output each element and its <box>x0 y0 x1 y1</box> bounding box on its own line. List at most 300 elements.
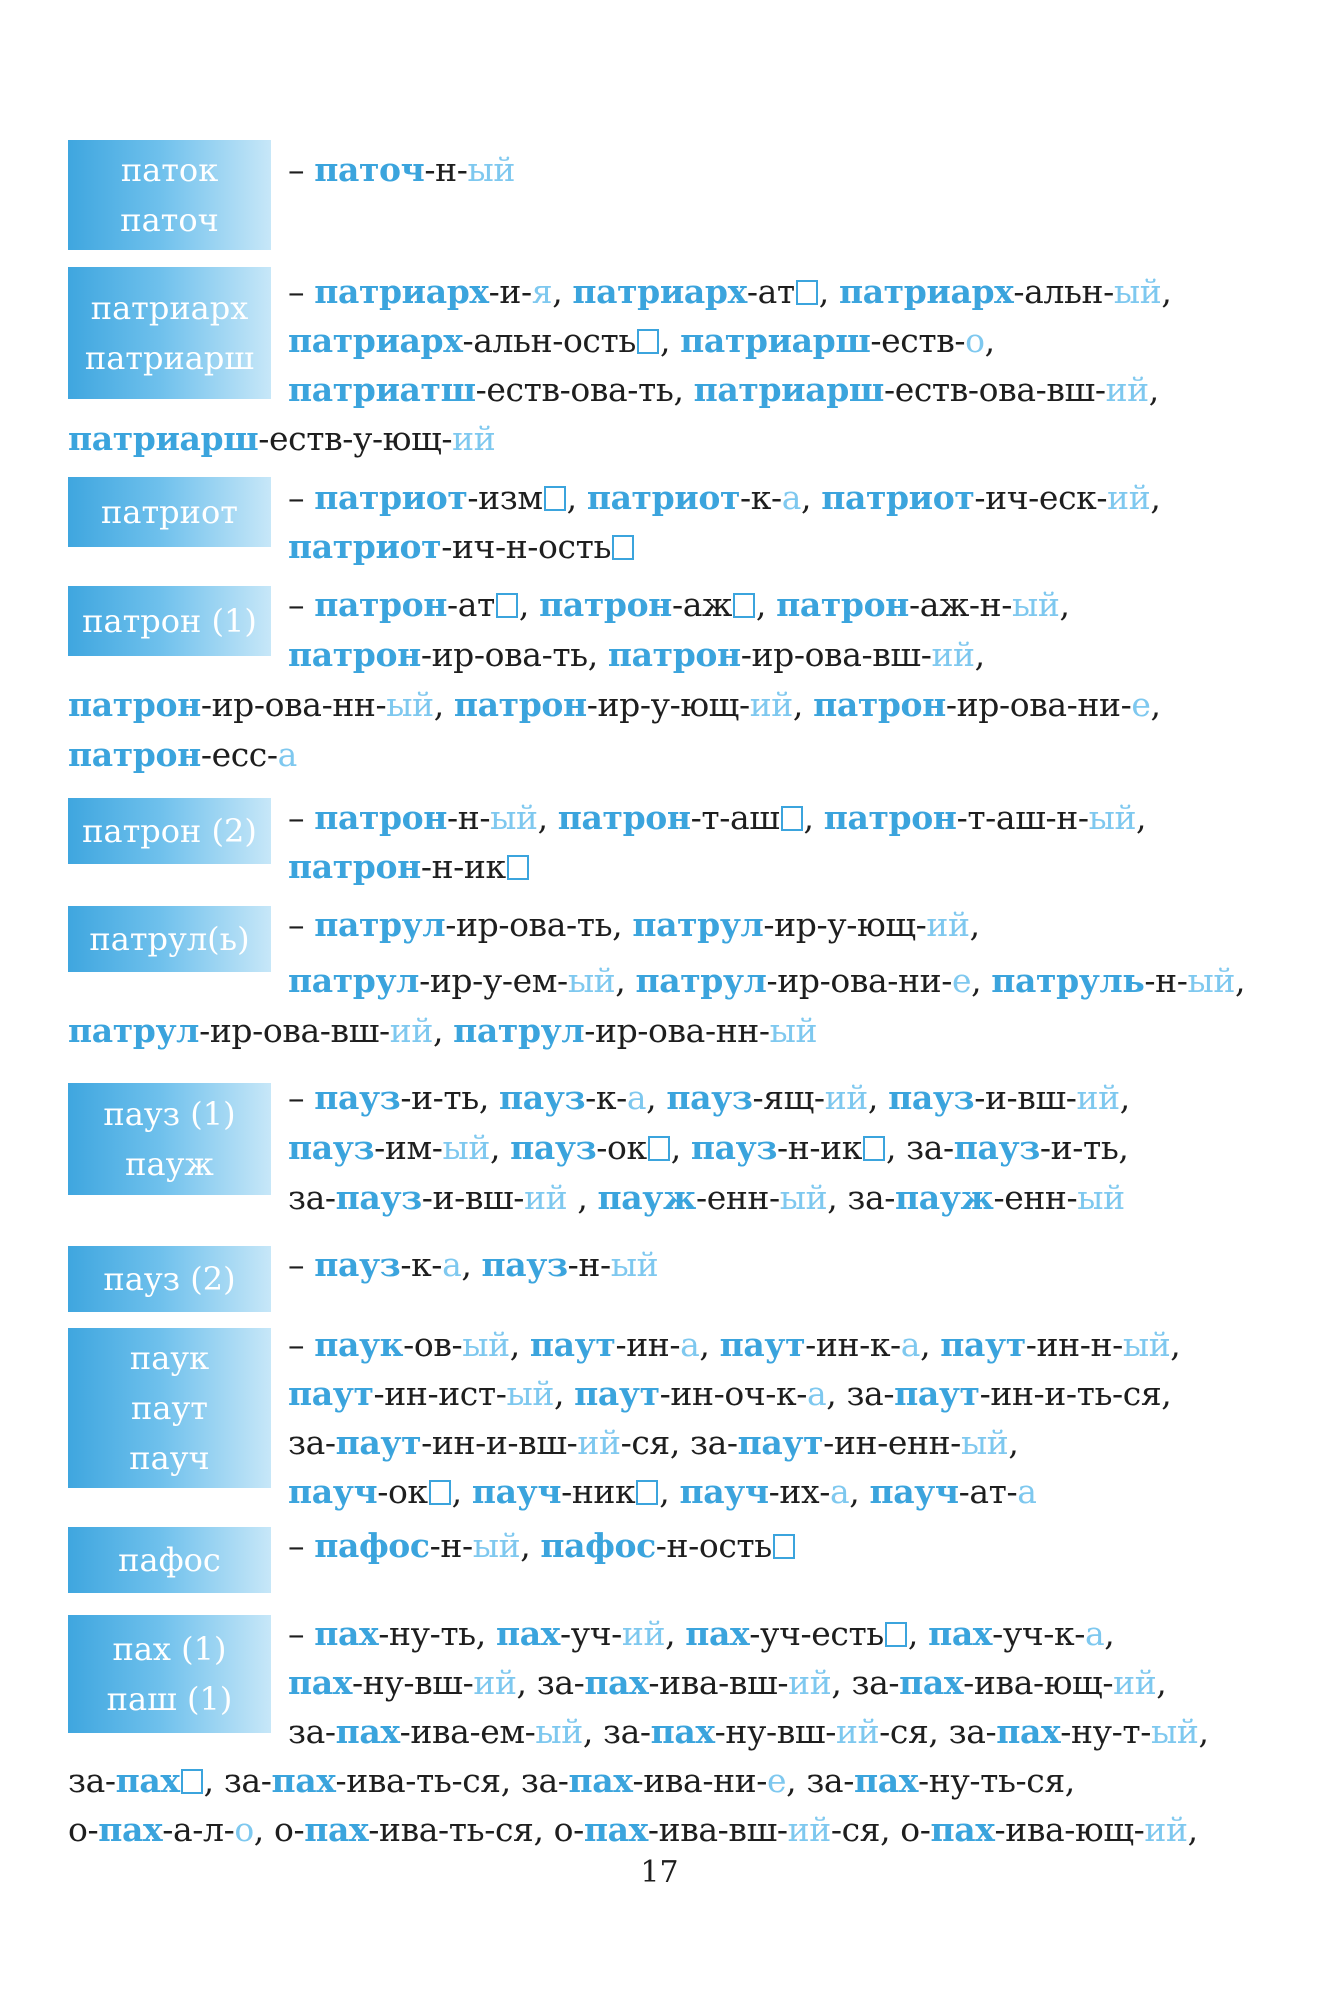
ending-segment: ый <box>442 1128 490 1167</box>
root-segment: пах <box>271 1761 336 1800</box>
text-segment: -ир-у-ющ- <box>586 685 750 724</box>
ending-segment: ый <box>1088 798 1137 837</box>
text-segment: -ин-к- <box>805 1325 901 1364</box>
text-segment: -ящ- <box>752 1078 825 1117</box>
text-segment: -ин- <box>615 1325 681 1364</box>
root-segment: паточ <box>314 150 425 189</box>
root-box <box>68 267 271 399</box>
root-segment: пауз <box>499 1078 586 1117</box>
ending-segment: а <box>829 1472 850 1511</box>
text-segment: – <box>288 905 315 944</box>
ending-segment: ый <box>610 1245 659 1284</box>
entry-line <box>68 730 297 780</box>
root-segment: пауз <box>481 1245 568 1284</box>
text-segment: -еств-у-ющ- <box>258 419 453 458</box>
root-segment: пафос <box>314 1526 430 1565</box>
entry-line <box>288 1073 1130 1123</box>
text-segment: – <box>288 1325 315 1364</box>
text-segment: , <box>670 1128 691 1167</box>
ending-segment: ий <box>1113 1663 1157 1702</box>
text-segment: , за- <box>827 1178 896 1217</box>
text-segment: -ива-ть-ся, о- <box>368 1810 584 1849</box>
text-segment: , <box>920 1325 941 1364</box>
root-segment: пах <box>853 1761 918 1800</box>
text-segment: , за- <box>582 1712 651 1751</box>
root-segment: патриарш <box>680 321 871 360</box>
text-segment: , <box>1161 272 1172 311</box>
ending-segment: ый <box>1077 1178 1125 1217</box>
zero-ending-box <box>781 806 803 831</box>
root-box <box>68 477 271 547</box>
ending-segment: ий <box>1144 1810 1188 1849</box>
text-segment: , <box>553 1374 575 1413</box>
ending-segment: ий <box>1105 370 1149 409</box>
text-segment: , <box>451 1472 472 1511</box>
text-segment: , <box>1150 478 1161 517</box>
entry-line <box>288 522 635 572</box>
root-segment: патриот <box>821 478 975 517</box>
text-segment: , <box>615 961 636 1000</box>
text-segment: , <box>971 961 992 1000</box>
zero-ending-box <box>429 1480 451 1505</box>
zero-ending-box <box>863 1136 885 1161</box>
root-box <box>68 906 271 972</box>
text-segment: -ин-енн- <box>823 1423 961 1462</box>
text-segment: -альн- <box>1013 272 1114 311</box>
root-segment: пауз <box>288 1128 375 1167</box>
root-label: пауч <box>129 1439 210 1477</box>
entry-line <box>288 267 1171 317</box>
ending-segment: а <box>806 1374 827 1413</box>
root-segment: пауз <box>314 1078 401 1117</box>
text-segment: , за- <box>831 1663 900 1702</box>
root-segment: пах <box>495 1614 560 1653</box>
root-segment: патруль <box>991 961 1145 1000</box>
text-segment: -н-ость <box>655 1526 772 1565</box>
ending-segment: ый <box>490 798 538 837</box>
entry-line <box>288 1467 1037 1517</box>
text-segment: -ир-ова-ни- <box>945 685 1132 724</box>
ending-segment: ий <box>824 1078 868 1117</box>
root-segment: патрул <box>68 1011 200 1050</box>
text-segment: , <box>907 1614 929 1653</box>
ending-segment: ий <box>577 1423 621 1462</box>
text-segment: -к- <box>400 1245 443 1284</box>
root-segment: паут <box>335 1423 422 1462</box>
root-segment: патрон <box>288 635 421 674</box>
root-segment: паут <box>574 1374 660 1413</box>
text-segment: -ива-вш- <box>648 1663 789 1702</box>
text-segment: -ир-ова-ть, <box>445 905 633 944</box>
text-segment: , <box>1059 585 1070 624</box>
entry-line <box>288 956 1245 1006</box>
root-segment: патрон <box>288 847 421 886</box>
text-segment: , <box>1170 1325 1181 1364</box>
text-segment: -н-ик <box>777 1128 862 1167</box>
entry-line <box>288 1173 1125 1223</box>
text-segment: , <box>1008 1423 1019 1462</box>
root-segment: патрон <box>68 685 201 724</box>
zero-ending-box <box>612 535 634 560</box>
text-segment: -и-вш- <box>421 1178 525 1217</box>
root-segment: патрон <box>607 635 741 674</box>
root-segment: патрул <box>288 961 420 1000</box>
ending-segment: а <box>626 1078 647 1117</box>
ending-segment: ый <box>960 1423 1009 1462</box>
text-segment: -ну-ть, <box>378 1614 496 1653</box>
zero-ending-box <box>773 1534 795 1559</box>
text-segment: – <box>288 585 315 624</box>
entry-line <box>288 1418 1019 1468</box>
text-segment: , <box>974 635 985 674</box>
text-segment: -ну-т- <box>1060 1712 1151 1751</box>
zero-ending-box <box>507 855 529 880</box>
text-segment: , <box>552 272 573 311</box>
text-segment: -енн- <box>993 1178 1078 1217</box>
text-segment: , <box>665 1614 686 1653</box>
text-segment: -уч-к- <box>992 1614 1085 1653</box>
entry-line <box>288 365 1159 415</box>
text-segment: , <box>489 1128 511 1167</box>
entry-line <box>288 630 985 680</box>
text-segment: , <box>1234 961 1246 1000</box>
text-segment: -ся, о- <box>830 1810 931 1849</box>
root-segment: пауз <box>314 1245 401 1284</box>
ending-segment: а <box>1085 1614 1105 1653</box>
text-segment: -альн-ость <box>462 321 636 360</box>
text-segment: , за- <box>885 1128 954 1167</box>
ending-segment: а <box>900 1325 921 1364</box>
text-segment: -т-аш <box>690 798 780 837</box>
text-segment: , <box>1198 1712 1209 1751</box>
text-segment: -уч-есть <box>749 1614 884 1653</box>
root-segment: пауж <box>895 1178 994 1217</box>
ending-segment: ый <box>1012 585 1060 624</box>
text-segment: -н- <box>447 798 491 837</box>
root-segment: патриот <box>586 478 741 517</box>
entry-line <box>288 316 995 366</box>
entry-line <box>288 1123 1129 1173</box>
ending-segment: ый <box>567 961 616 1000</box>
zero-ending-box <box>648 1136 670 1161</box>
text-segment: -ов- <box>403 1325 463 1364</box>
text-segment: -н- <box>429 1526 473 1565</box>
text-segment: -ся, за- <box>620 1423 738 1462</box>
entry-line <box>68 414 495 464</box>
text-segment: -енн- <box>695 1178 780 1217</box>
text-segment: -ива-ем- <box>399 1712 536 1751</box>
text-segment: , <box>969 905 980 944</box>
root-label: пафос <box>118 1541 221 1579</box>
text-segment: , <box>1148 370 1159 409</box>
root-segment: пауж <box>597 1178 696 1217</box>
ending-segment: ый <box>779 1178 828 1217</box>
root-label: пауз (2) <box>103 1260 236 1298</box>
root-segment: патрул <box>635 961 767 1000</box>
ending-segment: ий <box>749 685 793 724</box>
root-segment: пах <box>288 1663 353 1702</box>
text-segment: -ир-ова-вш- <box>199 1011 390 1050</box>
root-segment: пауз <box>666 1078 753 1117</box>
text-segment: -и-вш- <box>974 1078 1077 1117</box>
text-segment: – <box>288 1078 315 1117</box>
entry-line <box>68 680 1161 730</box>
text-segment: , <box>755 585 777 624</box>
entry-line <box>288 1658 1166 1708</box>
text-segment: -н- <box>567 1245 611 1284</box>
ending-segment: ий <box>452 419 496 458</box>
text-segment: – <box>288 1614 315 1653</box>
root-segment: пах <box>584 1663 649 1702</box>
root-box <box>68 1246 271 1312</box>
text-segment: -ся, за- <box>879 1712 997 1751</box>
text-segment: -а-л- <box>162 1810 235 1849</box>
text-segment: , <box>566 478 587 517</box>
root-segment: паут <box>719 1325 806 1364</box>
entry-line <box>68 1006 817 1056</box>
root-box <box>68 798 271 864</box>
text-segment: -ива-ющ- <box>963 1663 1114 1702</box>
entry-line <box>68 1756 1075 1806</box>
text-segment: , <box>699 1325 720 1364</box>
root-segment: паут <box>940 1325 1026 1364</box>
root-segment: пауз <box>888 1078 975 1117</box>
text-segment: , <box>1136 798 1147 837</box>
entry-line <box>288 145 515 195</box>
root-segment: патрул <box>632 905 764 944</box>
root-segment: патрул <box>453 1011 585 1050</box>
text-segment: -т-аш-н- <box>956 798 1089 837</box>
entry-line <box>288 900 980 950</box>
root-label: паут <box>131 1389 208 1427</box>
ending-segment: ий <box>621 1614 666 1653</box>
entry-line <box>288 1707 1209 1757</box>
root-segment: патриарх <box>838 272 1014 311</box>
root-segment: паут <box>529 1325 616 1364</box>
root-label: паук <box>129 1339 210 1377</box>
ending-segment: ий <box>787 1810 831 1849</box>
ending-segment: ый <box>506 1374 554 1413</box>
ending-segment: о <box>965 321 985 360</box>
root-box <box>68 1615 271 1733</box>
root-segment: пах <box>996 1712 1061 1751</box>
root-segment: пауз <box>690 1128 778 1167</box>
text-segment: -н- <box>424 150 468 189</box>
entry-line <box>288 1521 796 1571</box>
root-segment: пауз <box>953 1128 1040 1167</box>
text-segment: -ин-и-ть-ся, <box>979 1374 1172 1413</box>
ending-segment: ый <box>769 1011 818 1050</box>
ending-segment: ий <box>1076 1078 1120 1117</box>
text-segment: , <box>537 798 558 837</box>
text-segment: -ок <box>377 1472 428 1511</box>
ending-segment: о <box>234 1810 254 1849</box>
page-number: 17 <box>640 1855 679 1890</box>
root-label: паток <box>120 151 219 189</box>
ending-segment: я <box>531 272 553 311</box>
root-segment: пах <box>304 1810 369 1849</box>
ending-segment: ый <box>1150 1712 1199 1751</box>
root-segment: патриот <box>288 527 442 566</box>
ending-segment: е <box>767 1761 787 1800</box>
ending-segment: ий <box>473 1663 517 1702</box>
zero-ending-box <box>885 1622 907 1647</box>
text-segment: , за- <box>786 1761 854 1800</box>
root-box <box>68 1328 271 1488</box>
text-segment: -еств-ова-ть, <box>475 370 694 409</box>
ending-segment: ый <box>386 685 434 724</box>
root-segment: пах <box>568 1761 633 1800</box>
ending-segment: ий <box>926 905 970 944</box>
ending-segment: ий <box>389 1011 433 1050</box>
text-segment: -ир-ова-вш- <box>740 635 932 674</box>
text-segment: , за- <box>203 1761 272 1800</box>
text-segment: – <box>288 1245 315 1284</box>
text-segment: за- <box>288 1178 336 1217</box>
text-segment: -уч- <box>559 1614 622 1653</box>
text-segment: -ир-ова-нн- <box>200 685 387 724</box>
entry-line <box>288 1240 658 1290</box>
root-segment: патрон <box>314 798 448 837</box>
entry-line <box>288 793 1146 843</box>
text-segment: , <box>984 321 995 360</box>
text-segment: -ич-н-ость <box>441 527 612 566</box>
text-segment: -ну-вш- <box>714 1712 836 1751</box>
text-segment: -ир-ова-ть, <box>420 635 608 674</box>
ending-segment: ий <box>788 1663 832 1702</box>
root-segment: патрон <box>557 798 691 837</box>
text-segment: , <box>1187 1810 1198 1849</box>
text-segment: за- <box>68 1761 116 1800</box>
text-segment: – <box>288 1526 315 1565</box>
ending-segment: а <box>277 735 297 774</box>
root-segment: патрон <box>823 798 957 837</box>
text-segment: -и-ть, <box>400 1078 500 1117</box>
text-segment: – <box>288 150 315 189</box>
text-segment: -ин-н- <box>1025 1325 1123 1364</box>
text-segment: -н- <box>1144 961 1188 1000</box>
ending-segment: а <box>442 1245 462 1284</box>
text-segment: -н-ик <box>420 847 506 886</box>
root-segment: пах <box>650 1712 715 1751</box>
zero-ending-box <box>181 1769 203 1794</box>
text-segment: -есс- <box>200 735 278 774</box>
root-box <box>68 586 271 656</box>
text-segment: , <box>646 1078 667 1117</box>
ending-segment: ый <box>1187 961 1235 1000</box>
entry-line <box>288 580 1070 630</box>
text-segment: -ир-у-ющ- <box>763 905 927 944</box>
text-segment: -ива-ни- <box>632 1761 768 1800</box>
text-segment: , <box>567 1178 598 1217</box>
text-segment: -ива-ть-ся, за- <box>335 1761 569 1800</box>
root-segment: пах <box>314 1614 379 1653</box>
text-segment: , за- <box>516 1663 585 1702</box>
text-segment: -изм <box>467 478 543 517</box>
root-segment: пах <box>930 1810 995 1849</box>
ending-segment: а <box>1017 1472 1037 1511</box>
root-segment: патрул <box>314 905 446 944</box>
root-segment: патрон <box>68 735 201 774</box>
root-segment: патриарш <box>693 370 884 409</box>
text-segment: -ива-ющ- <box>994 1810 1145 1849</box>
text-segment: -ир-у-ем- <box>419 961 568 1000</box>
text-segment: , <box>792 685 814 724</box>
text-segment: – <box>288 272 315 311</box>
text-segment: -ин-и-вш- <box>421 1423 578 1462</box>
zero-ending-box <box>733 593 755 618</box>
text-segment: -ич-еск- <box>974 478 1108 517</box>
text-segment: -ива-вш- <box>647 1810 788 1849</box>
root-segment: пафос <box>540 1526 656 1565</box>
root-segment: пах <box>685 1614 750 1653</box>
text-segment: , <box>1104 1614 1115 1653</box>
zero-ending-box <box>496 593 518 618</box>
ending-segment: а <box>781 478 802 517</box>
root-label: пах (1) <box>112 1630 227 1668</box>
root-segment: пауч <box>471 1472 562 1511</box>
root-label: патрон (1) <box>82 602 257 640</box>
text-segment: , о- <box>253 1810 305 1849</box>
root-segment: пах <box>583 1810 648 1849</box>
root-segment: паут <box>288 1374 374 1413</box>
root-segment: патрон <box>453 685 587 724</box>
text-segment: , <box>518 585 540 624</box>
root-label: пауж <box>125 1145 214 1183</box>
root-segment: паут <box>894 1374 980 1413</box>
text-segment: за- <box>288 1423 336 1462</box>
text-segment: -ат <box>746 272 795 311</box>
text-segment: , <box>461 1245 482 1284</box>
root-label: патриарш <box>84 339 255 377</box>
root-label: патрул(ь) <box>89 920 250 958</box>
zero-ending-box <box>544 486 566 511</box>
text-segment: -ну-ть-ся, <box>917 1761 1075 1800</box>
root-segment: пах <box>115 1761 180 1800</box>
root-segment: пах <box>928 1614 993 1653</box>
text-segment: , за- <box>826 1374 895 1413</box>
text-segment: , <box>801 478 822 517</box>
root-segment: пауз <box>510 1128 597 1167</box>
text-segment: , <box>659 1472 680 1511</box>
text-segment: -ник <box>561 1472 636 1511</box>
text-segment: , <box>818 272 839 311</box>
root-label: патриот <box>101 493 238 531</box>
root-label: паточ <box>120 201 219 239</box>
ending-segment: е <box>1131 685 1151 724</box>
text-segment: -ин-оч-к- <box>659 1374 807 1413</box>
ending-segment: е <box>951 961 972 1000</box>
zero-ending-box <box>637 329 659 354</box>
text-segment: -ат- <box>958 1472 1018 1511</box>
ending-segment: ый <box>1113 272 1162 311</box>
root-label: паш (1) <box>106 1680 233 1718</box>
entry-line <box>68 1805 1198 1855</box>
text-segment: -и-ть, <box>1039 1128 1129 1167</box>
root-segment: пауч <box>288 1472 378 1511</box>
text-segment: -ок <box>596 1128 647 1167</box>
text-segment: , <box>1119 1078 1130 1117</box>
ending-segment: ый <box>462 1325 510 1364</box>
text-segment: , <box>509 1325 530 1364</box>
root-label: пауз (1) <box>103 1095 236 1133</box>
text-segment: , <box>1150 685 1161 724</box>
text-segment: -к- <box>740 478 782 517</box>
root-segment: пауч <box>679 1472 769 1511</box>
root-segment: патриатш <box>288 370 476 409</box>
root-segment: патриарх <box>288 321 463 360</box>
ending-segment: а <box>680 1325 700 1364</box>
